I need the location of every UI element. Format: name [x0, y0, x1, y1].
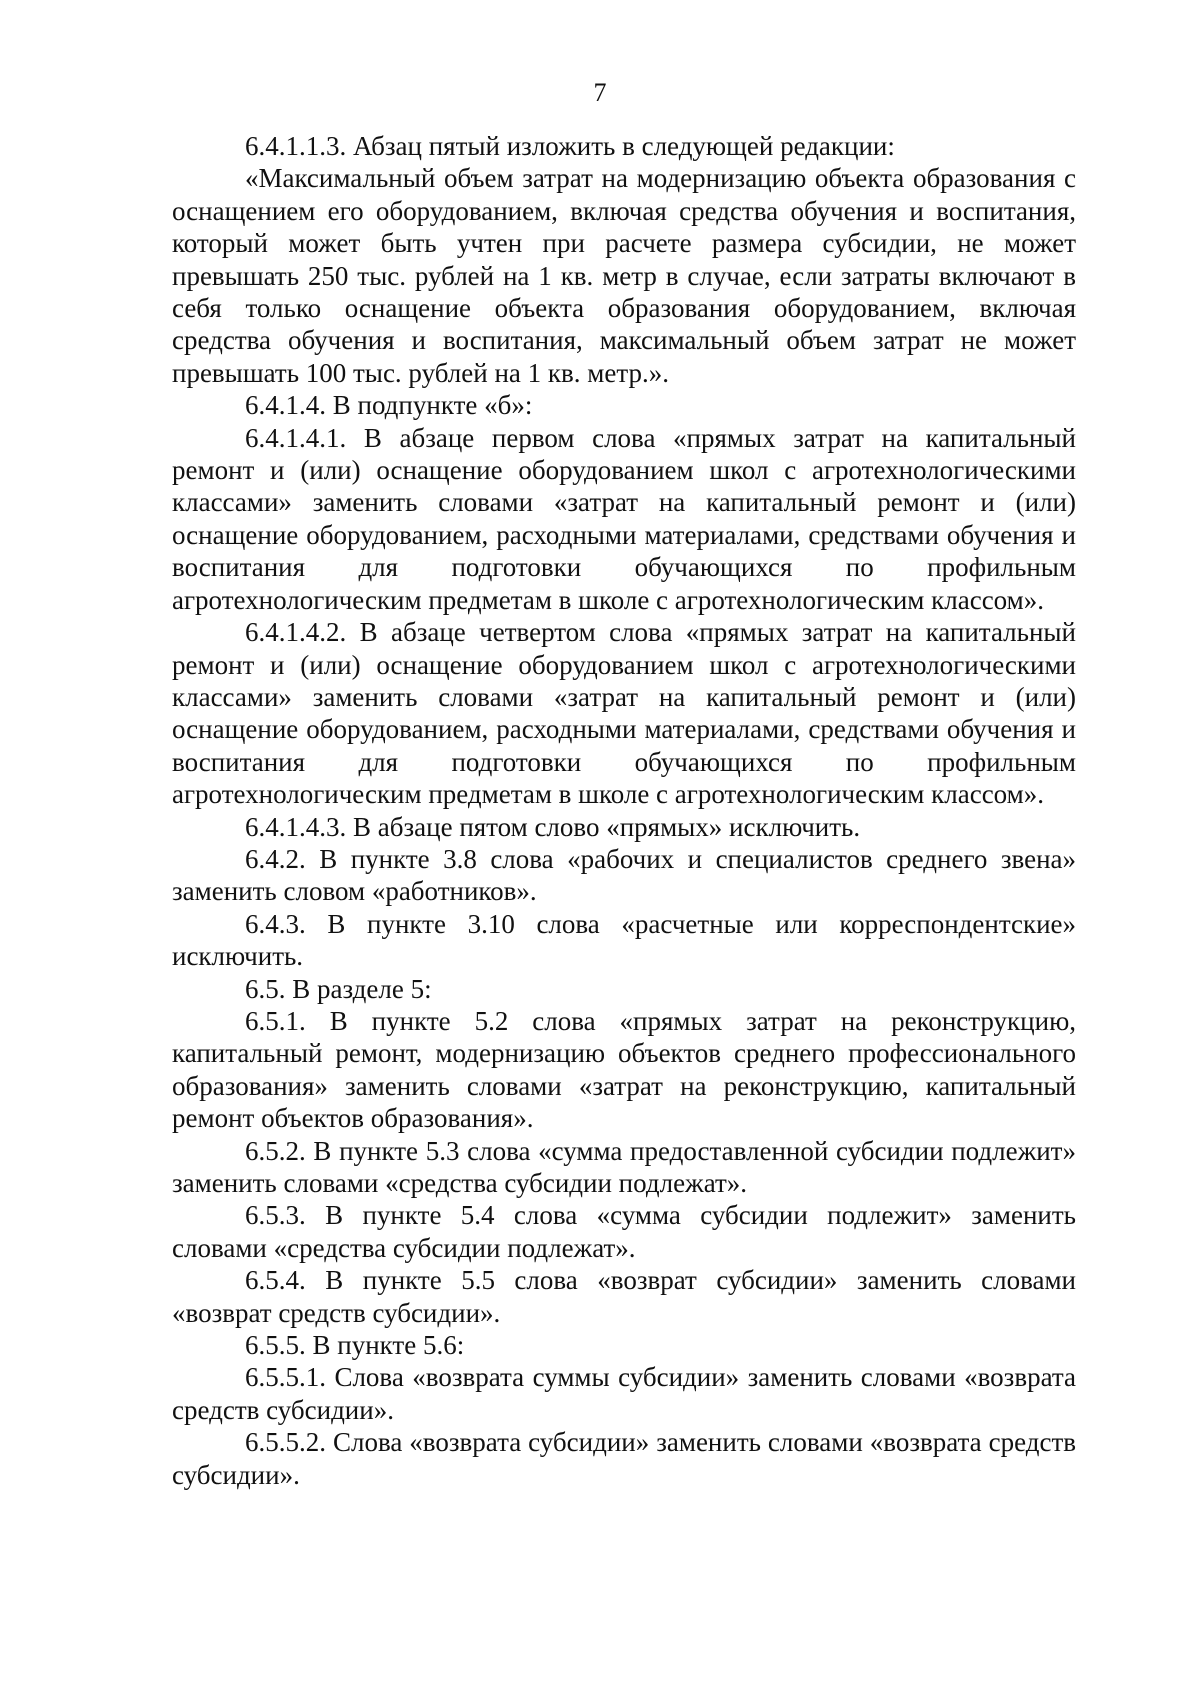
- paragraph-6-5-1: 6.5.1. В пункте 5.2 слова «прямых затрат на реконструкцию, капитальный ремонт, модернизацию объектов среднего профессионального образования» заменить словами «затрат на реконструкцию, капитальный ремонт объектов образования».: [172, 1005, 1076, 1134]
- paragraph-6-5-5-1: 6.5.5.1. Слова «возврата суммы субсидии» заменить словами «возврата средств субсидии».: [172, 1362, 1076, 1425]
- paragraph-6-4-1-4-1: 6.4.1.4.1. В абзаце первом слова «прямых затрат на капитальный ремонт и (или) оснащение оборудованием школ с агротехнологическими классами» заменить словами «затрат на капитальный ремонт и (или) оснащение оборудованием, расходными материалами, средствами обучения и воспитания для подготовки обучающихся по профильным агротехнологическим предметам в школе с агротехнологическим классом».: [172, 422, 1076, 615]
- paragraph-6-5-3: 6.5.3. В пункте 5.4 слова «сумма субсидии подлежит» заменить словами «средства субсидии подлежат».: [172, 1200, 1076, 1263]
- paragraph-quote-max-costs: «Максимальный объем затрат на модернизацию объекта образования с оснащением его оборудованием, включая средства обучения и воспитания, который может быть учтен при расчете размера субсидии, не может превышать 250 тыс. рублей на 1 кв. метр в случае, если затраты включают в себя только оснащение объекта образования оборудованием, включая средства обучения и воспитания, максимальный объем затрат не может превышать 100 тыс. рублей на 1 кв. метр.».: [172, 163, 1076, 388]
- paragraph-6-4-1-1-3: 6.4.1.1.3. Абзац пятый изложить в следующей редакции:: [245, 131, 895, 161]
- paragraph-6-4-3: 6.4.3. В пункте 3.10 слова «расчетные или корреспондентские» исключить.: [172, 908, 1076, 972]
- paragraph-6-5-5-2: 6.5.5.2. Слова «возврата субсидии» заменить словами «возврата средств субсидии».: [172, 1427, 1076, 1490]
- paragraph-6-5-4: 6.5.4. В пункте 5.5 слова «возврат субсидии» заменить словами «возврат средств субсидии».: [172, 1265, 1076, 1328]
- document-body: [172, 130, 1076, 1491]
- page-number: 7: [593, 78, 607, 107]
- paragraph-6-5-2: 6.5.2. В пункте 5.3 слова «сумма предоставленной субсидии подлежит» заменить словами «средства субсидии подлежат».: [172, 1135, 1076, 1198]
- paragraph-6-4-1-4-3: 6.4.1.4.3. В абзаце пятом слово «прямых» исключить.: [245, 811, 861, 842]
- paragraph-6-5-5: 6.5.5. В пункте 5.6:: [245, 1330, 465, 1361]
- paragraph-6-4-2: 6.4.2. В пункте 3.8 слова «рабочих и специалистов среднего звена» заменить словом «работников».: [172, 843, 1076, 907]
- paragraph-6-5: 6.5. В разделе 5:: [245, 973, 432, 1004]
- paragraph-6-4-1-4-2: 6.4.1.4.2. В абзаце четвертом слова «прямых затрат на капитальный ремонт и (или) оснащение оборудованием школ с агротехнологическими классами» заменить словами «затрат на капитальный ремонт и (или) оснащение оборудованием, расходными материалами, средствами обучения и воспитания для подготовки обучающихся по профильным агротехнологическим предметам в школе с агротехнологическим классом».: [172, 617, 1076, 810]
- paragraph-6-4-1-4: 6.4.1.4. В подпункте «б»:: [245, 390, 533, 421]
